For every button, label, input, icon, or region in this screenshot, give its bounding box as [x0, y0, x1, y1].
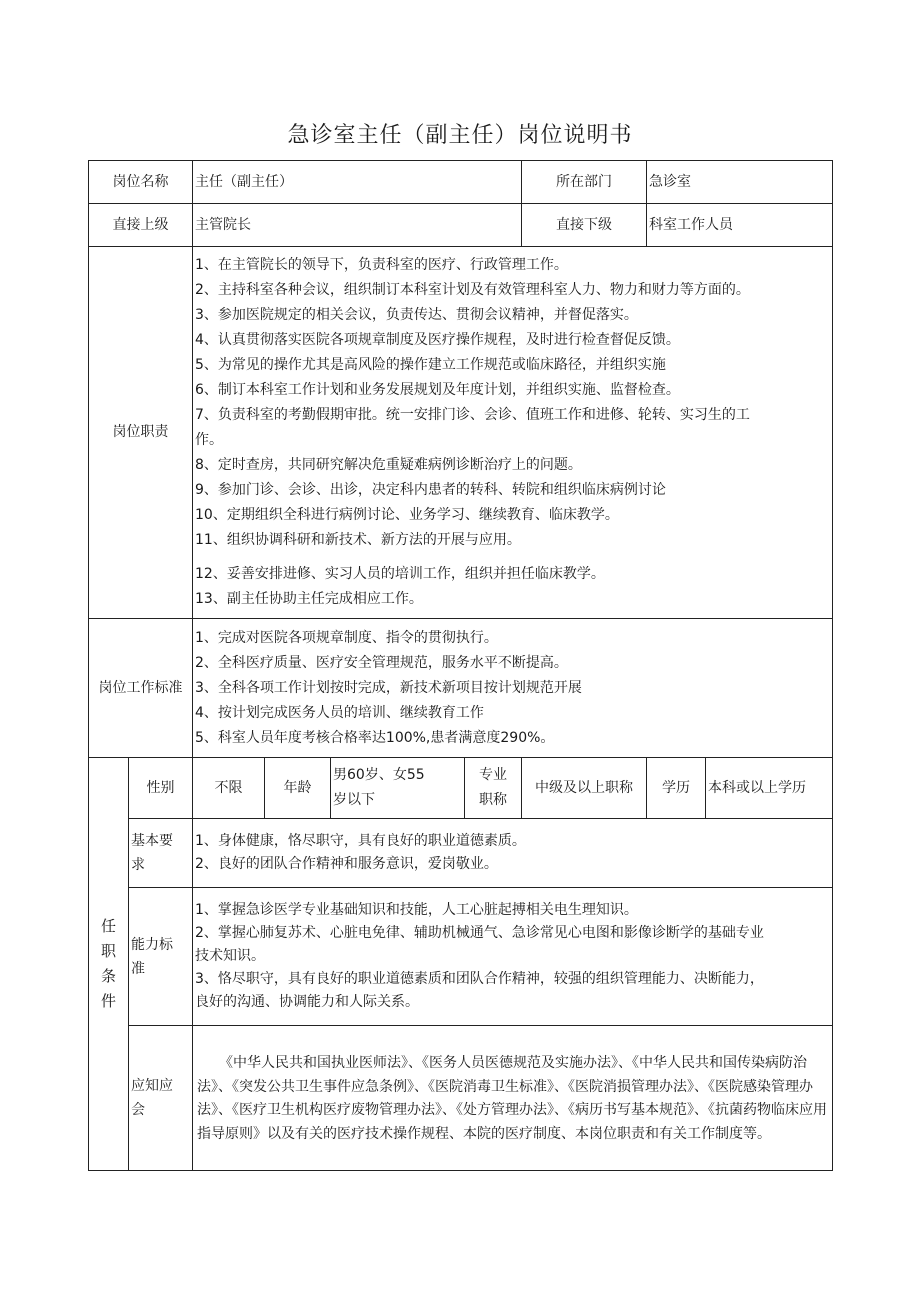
duty-item: 7、负责科室的考勤假期审批。统一安排门诊、会诊、值班工作和进修、轮转、实习生的工: [195, 407, 750, 423]
basic-req-list: [193, 819, 833, 888]
page-title: 急诊室主任（副主任）岗位说明书: [287, 123, 633, 148]
post-name-value: 主任（副主任）: [193, 161, 522, 204]
age-label: 年龄: [265, 758, 331, 819]
edu-label: 学历: [647, 758, 706, 819]
basic-req-label: 基本要 求: [129, 819, 193, 888]
gender-label: 性别: [129, 758, 193, 819]
title-label: 专业 职称: [465, 758, 522, 819]
dept-value: 急诊室: [647, 161, 833, 204]
duty-item: 6、制订本科室工作计划和业务发展规划及年度计划，并组织实施、监督检查。: [195, 382, 680, 398]
duty-item: 5、为常见的操作尤其是高风险的操作建立工作规范或临床路径，并组织实施: [195, 357, 666, 373]
duty-item: 1、在主管院长的领导下，负责科室的医疗、行政管理工作。: [195, 257, 568, 273]
standard-item: 2、全科医疗质量、医疗安全管理规范，服务水平不断提高。: [195, 654, 568, 671]
subordinate-label: 直接下级: [522, 204, 647, 247]
standard-item: 1、完成对医院各项规章制度、指令的贯彻执行。: [195, 629, 498, 646]
ability-item: 3、恪尽职守，具有良好的职业道德素质和团队合作精神，较强的组织管理能力、决断能力，: [195, 971, 764, 987]
duty-item: 8、定时查房，共同研究解决危重疑难病例诊断治疗上的问题。: [195, 457, 582, 473]
ability-item: 2、掌握心肺复苏术、心脏电免律、辅助机械通气、急诊常见心电图和影像诊断学的基础专业: [195, 925, 764, 941]
subordinate-value: 科室工作人员: [647, 204, 833, 247]
ability-item: 1、掌握急诊医学专业基础知识和技能，人工心脏起搏相关电生理知识。: [195, 902, 638, 918]
standards-label: 岗位工作标准: [89, 619, 193, 758]
post-name-label: 岗位名称: [89, 161, 193, 204]
dept-label: 所在部门: [522, 161, 647, 204]
duty-item: 9、参加门诊、会诊、出诊，决定科内患者的转科、转院和组织临床病例讨论: [195, 482, 666, 498]
standard-item: 5、科室人员年度考核合格率达100%,患者满意度290%。: [195, 729, 555, 746]
duty-item: 作。: [195, 432, 223, 448]
basic-req-item: 2、良好的团队合作精神和服务意识，爱岗敬业。: [195, 856, 498, 872]
duty-item: 2、主持科室各种会议，组织制订本科室计划及有效管理科室人力、物力和财力等方面的。: [195, 282, 750, 298]
ability-list: [193, 888, 833, 1026]
standard-item: 4、按计划完成医务人员的培训、继续教育工作: [195, 704, 484, 721]
law-label: 应知应 会: [129, 1026, 193, 1171]
duty-item: 13、副主任协助主任完成相应工作。: [195, 591, 423, 607]
law-text: 《中华人民共和国执业医师法》、《医务人员医德规范及实施办法》、《中华人民共和国传染病防治法》、《突发公共卫生事件应急条例》、《医院消毒卫生标准》、《医院消损管理办法》、《医院感染管理办法》、《医疗卫生机构医疗废物管理办法》、《处方管理办法》、《病历书写基本规范》、《抗菌药物临床应用指导原则》以及有关的医疗技术操作规程、本院的医疗制度、本岗位职责和有关工作制度等。: [193, 1026, 833, 1171]
duty-item: 12、妥善安排进修、实习人员的培训工作，组织并担任临床教学。: [195, 566, 605, 582]
duty-item: 3、参加医院规定的相关会议，负责传达、贯彻会议精神，并督促落实。: [195, 307, 638, 323]
duty-item: 4、认真贯彻落实医院各项规章制度及医疗操作规程，及时进行检查督促反馈。: [195, 332, 680, 348]
job-description-table: [88, 160, 833, 1171]
ability-item: 良好的沟通、协调能力和人际关系。: [195, 994, 419, 1010]
standard-item: 3、全科各项工作计划按时完成，新技术新项目按计划规范开展: [195, 679, 582, 696]
gender-value: 不限: [193, 758, 265, 819]
duties-list: [193, 247, 833, 619]
standards-list: [193, 619, 833, 758]
duty-item: 10、定期组织全科进行病例讨论、业务学习、继续教育、临床教学。: [195, 507, 619, 523]
basic-req-item: 1、身体健康，恪尽职守，具有良好的职业道德素质。: [195, 833, 526, 849]
qualifications-label: 任 职 条 件: [89, 758, 129, 1171]
superior-label: 直接上级: [89, 204, 193, 247]
edu-value: 本科或以上学历: [706, 758, 833, 819]
ability-item: 技术知识。: [195, 948, 265, 964]
duties-label: 岗位职责: [89, 247, 193, 619]
ability-label: 能力标 准: [129, 888, 193, 1026]
title-value: 中级及以上职称: [522, 758, 647, 819]
age-value: 男60岁、女55 岁以下: [331, 758, 465, 819]
duty-item: 11、组织协调科研和新技术、新方法的开展与应用。: [195, 532, 521, 548]
superior-value: 主管院长: [193, 204, 522, 247]
